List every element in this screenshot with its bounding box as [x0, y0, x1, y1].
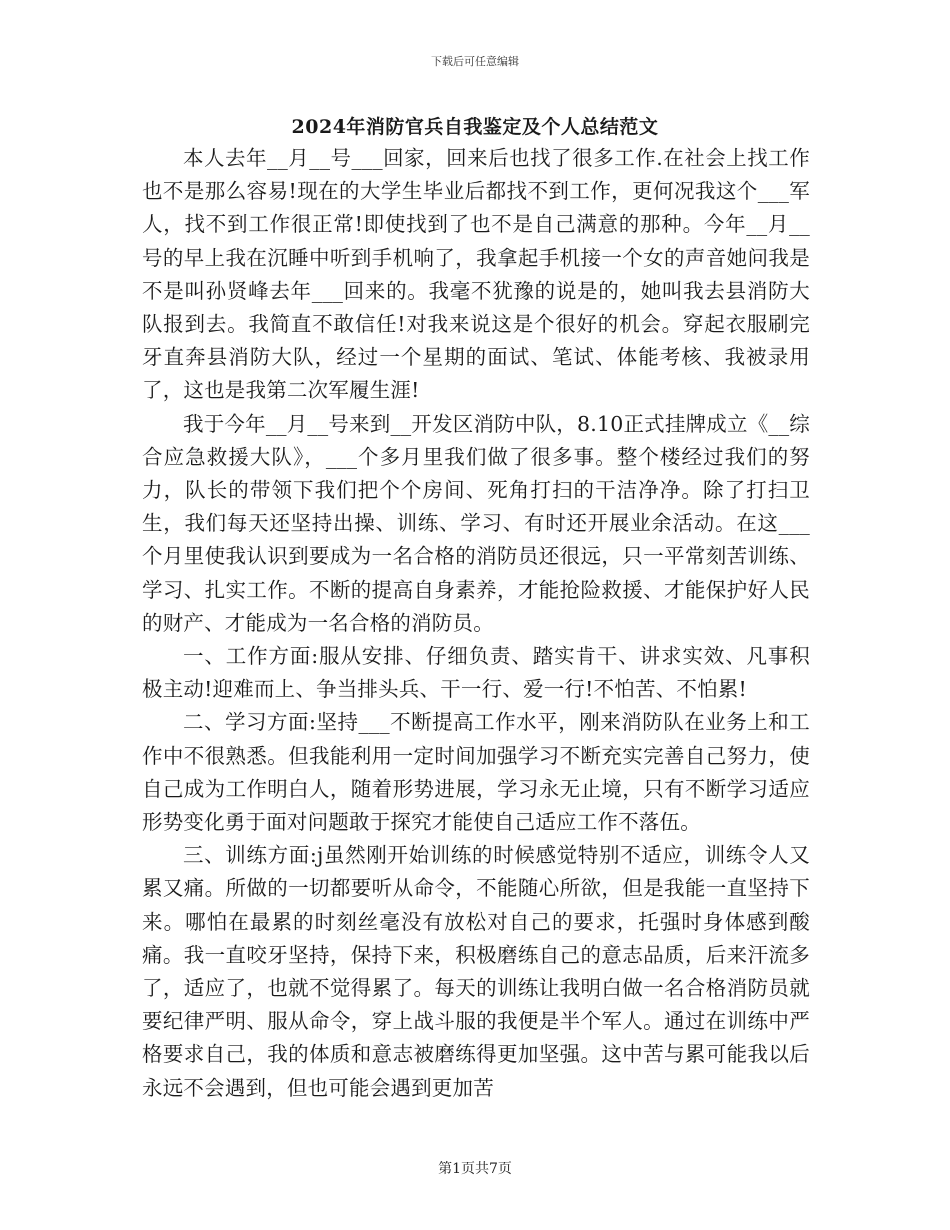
header-note: 下载后可任意编辑 [431, 55, 519, 68]
paragraph: 一、工作方面:服从安排、仔细负责、踏实肯干、讲求实效、凡事积极主动!迎难而上、争当排头兵、干一行、爱一行!不怕苦、不怕累! [142, 644, 810, 702]
paragraph: 本人去年__月__号___回家，回来后也找了很多工作.在社会上找工作也不是那么容易!现在的大学生毕业后都找不到工作，更何况我这个___军人，找不到工作很正常!即使找到了也不是自己满意的那种。今年__月__号的早上我在沉睡中听到手机响了，我拿起手机接一个女的声音她问我是不是叫孙贤峰去年___回来的。我毫不犹豫的说是的，她叫我去县消防大队报到去。我简直不敢信任!对我来说这是个很好的机会。穿起衣服刷完牙直奔县消防大队，经过一个星期的面试、笔试、体能考核、我被录用了，这也是我第二次军履生涯! [142, 146, 810, 403]
document-body [142, 142, 810, 1105]
page-number: 第1页共7页 [438, 1161, 512, 1177]
paragraph: 三、训练方面:j虽然刚开始训练的时候感觉特别不适应，训练令人又累又痛。所做的一切都要听从命令，不能随心所欲，但是我能一直坚持下来。哪怕在最累的时刻丝毫没有放松对自己的要求，托强时身体感到酸痛。我一直咬牙坚持，保持下来，积极磨练自己的意志品质，后来汗流多了，适应了，也就不觉得累了。每天的训练让我明白做一名合格消防员就要纪律严明、服从命令，穿上战斗服的我便是半个军人。通过在训练中严格要求自己，我的体质和意志被磨练得更加坚强。这中苦与累可能我以后永远不会遇到，但也可能会遇到更加苦 [142, 843, 810, 1100]
paragraph: 二、学习方面:坚持___不断提高工作水平，刚来消防队在业务上和工作中不很熟悉。但我能利用一定时间加强学习不断充实完善自己努力，使自己成为工作明白人，随着形势进展，学习永无止境，只有不断学习适应形势变化勇于面对问题敢于探究才能使自己适应工作不落伍。 [142, 710, 810, 835]
document-title: 2024年消防官兵自我鉴定及个人总结范文 [291, 116, 659, 138]
paragraph: 我于今年__月__号来到__开发区消防中队，8.10正式挂牌成立《__综合应急救援大队》，___个多月里我们做了很多事。整个楼经过我们的努力，队长的带领下我们把个个房间、死角打扫的干洁净净。除了打扫卫生，我们每天还坚持出操、训练、学习、有时还开展业余活动。在这___个月里使我认识到要成为一名合格的消防员还很远，只一平常刻苦训练、学习、扎实工作。不断的提高自身素养，才能抢险救援、才能保护好人民的财产、才能成为一名合格的消防员。 [142, 411, 810, 635]
